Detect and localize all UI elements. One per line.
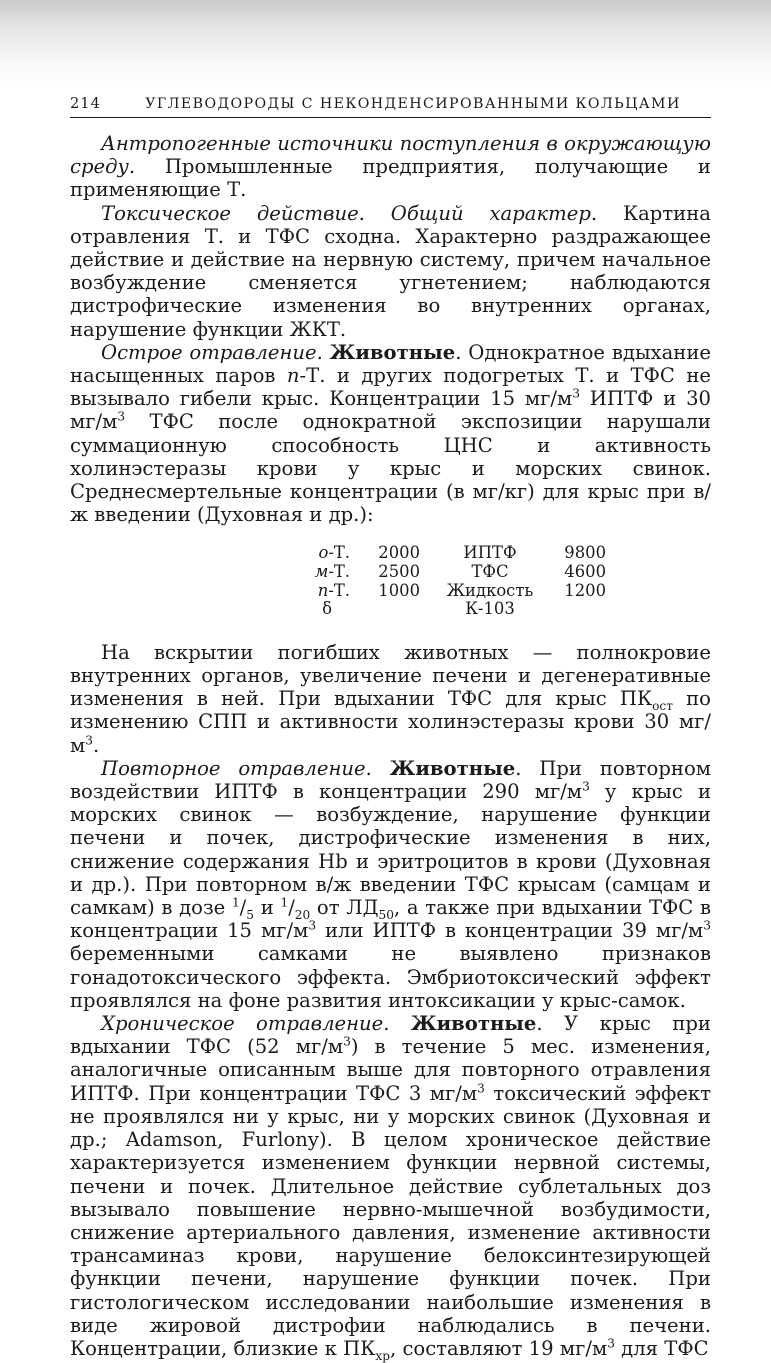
text-fragment: . При повторном воздействии ИПТФ в концентрации 290 мг/м (70, 756, 711, 804)
text-fragment: -Т. и других подогретых Т. и ТФС не вызывало гибели крыс. Концентрации 15 мг/м (70, 364, 711, 411)
text-fragment: и (254, 896, 281, 920)
text-fragment: от ЛД (310, 896, 379, 920)
fraction-numerator: 1 (231, 895, 240, 910)
superscript: 3 (117, 409, 126, 424)
superscript: 3 (308, 918, 317, 933)
superscript: 3 (607, 1336, 615, 1351)
table-cell-substance: δ (322, 599, 332, 619)
table-cell-value: 1000 (378, 580, 420, 600)
superscript: 3 (477, 1081, 485, 1096)
paragraph-text: Промышленные предприятия, получающие и применяющие Т. (70, 155, 711, 202)
superscript: 3 (572, 386, 580, 401)
text-fragment: у крыс и морских свинок — возбуждение, нарушение функции печени и почек, дистрофические изменения в них, снижение содержания Hb и эритроцитов в крови (Духовная и др.). При повторном в/ж введении ТФС крысам (самцам и самкам) в дозе (70, 780, 711, 920)
fraction-denominator: 5 (246, 907, 255, 922)
text-fragment: ИПТФ и 30 мг/м (70, 387, 711, 434)
text-fragment: . Однократное вдыхание насыщенных паров (70, 340, 711, 388)
section-heading: Острое отравление. (101, 340, 323, 364)
text-fragment: или ИПТФ в концентрации 39 мг/м (316, 919, 704, 943)
table-cell-value: 1200 (564, 580, 606, 600)
text-fragment: . У крыс при вдыхании ТФС (52 мг/м (70, 1012, 711, 1059)
page-number: 214 (70, 95, 101, 112)
table-cell-value (350, 600, 420, 619)
paragraph-sources (70, 132, 711, 202)
superscript: 3 (703, 918, 711, 933)
fraction-numerator: 1 (280, 895, 289, 910)
subscript: ост (652, 699, 673, 714)
table-cell-value: 2000 (378, 543, 420, 563)
text-fragment: На вскрытии погибших животных — полнокровие внутренних органов, увеличение печени и дегенеративные изменения в ней. При вдыхании ТФС для крыс ПК (70, 640, 711, 711)
section-heading: Повторное отравление. (101, 756, 372, 780)
section-heading: Хроническое отравление. (101, 1012, 390, 1036)
table-cell-substance: м-Т. (314, 562, 350, 582)
table-row (258, 600, 606, 619)
text-fragment: ТФС после однократной экспозиции нарушали суммационную способность ЦНС и активность холинэстеразы крови у крыс и морских свинок. Среднесмертельные концентрации (в мг/кг) для крыс при в/ж введении (Духовная и др.): (70, 410, 711, 527)
text-fragment: , составляют 19 мг/м (389, 1336, 608, 1360)
text-fragment: . (92, 733, 100, 757)
paragraph-repeated-poisoning: Повторное отравление. Животные. При повторном воздействии ИПТФ в концентрации 290 $мг/м^3$ у крыс и морских свинок — возбуждение, нарушение функции печени и почек, дистрофические изменения в них, снижение содержания Hb и эритроцитов в крови (Духовная и др.). При повторном в/ж введении ТФС крысам (самцам и самкам) в дозе $^1/_5$ и $^1/_{20}$ от $ЛД_{50}$, а также при вдыхании ТФС в концентрации 15 $мг/м^3$ или ИПТФ в концентрации 39 $мг/м^3$ беременными самками не выявлено признаков гонадотоксического эффекта. Эмбриотоксический эффект проявлялся на фоне развития интоксикации у крыс-самок. (70, 756, 711, 1012)
fraction-denominator: 20 (294, 907, 311, 922)
table-cell-value: 4600 (564, 562, 606, 582)
subject-label: Животные (410, 1012, 537, 1036)
text-fragment: для ТФС (614, 1336, 709, 1360)
body-text (70, 132, 711, 1363)
table-row (258, 563, 606, 582)
running-header (70, 95, 711, 118)
running-title: УГЛЕВОДОРОДЫ С НЕКОНДЕНСИРОВАННЫМИ КОЛЬЦАМИ (145, 96, 681, 112)
paragraph-text: Картина отравления Т. и ТФС сходна. Характерно раздражающее действие и действие на нервную систему, причем начальное возбуждение сменяется угнетением; наблюдаются дистрофические изменения во внутренних органах, нарушение функции ЖКТ. (70, 201, 711, 341)
table-cell-substance: ТФС (471, 562, 509, 582)
text-fragment: по изменению СПП и активности холинэстеразы крови 30 мг/м (70, 687, 711, 757)
book-page (70, 95, 711, 1363)
paragraph-acute-poisoning (70, 341, 711, 527)
subscript: 50 (378, 907, 394, 922)
lethal-dose-table (258, 544, 606, 618)
table-cell-substance: о-Т. (318, 543, 350, 563)
section-heading: Токсическое действие. Общий характер. (101, 201, 598, 225)
superscript: 3 (343, 1034, 351, 1049)
scan-edge-shading (0, 0, 771, 90)
paragraph-toxic-action (70, 202, 711, 341)
table-row (258, 544, 606, 563)
text-fragment: токсический эффект не проявлялся ни у крыс, ни у морских свинок (Духовная и др.; Adamson, Furlony). В целом хроническое действие характеризуется изменением функции нервной системы, печени и почек. Длительное действие сублетальных доз вызывало повышение нервно-мышечной возбудимости, снижение артериального давления, изменение активности трансаминаз крови, нарушение белоксинтезирующей функции печени, нарушение функции почек. При гистологическом исследовании наибольшие изменения в виде жировой дистрофии наблюдались в печени. Концентрации, близкие к ПК (70, 1081, 711, 1360)
superscript: 3 (85, 733, 93, 748)
subject-label: Животные (389, 756, 516, 780)
isomer-prefix: n (286, 364, 300, 388)
table-cell-substance: ИПТФ (463, 543, 517, 563)
subscript: хр (375, 1348, 390, 1363)
table-cell-substance: п-Т. (317, 580, 350, 600)
superscript: 3 (582, 779, 590, 794)
subject-label: Животные (329, 340, 456, 364)
text-fragment: , а также при вдыхании ТФС в концентрации 15 мг/м (70, 896, 711, 943)
paragraph-autopsy (70, 641, 711, 757)
table-cell-substance: К-103 (465, 599, 515, 619)
section-heading: Антропогенные источники поступления в окружающую среду. (70, 132, 711, 179)
table-cell-substance: Жидкость (446, 580, 534, 600)
table-cell-value (560, 600, 606, 619)
text-fragment: ) в течение 5 мес. изменения, аналогичные описанным выше для повторного отравления ИПТФ. При концентрации ТФС 3 мг/м (70, 1035, 711, 1105)
table-cell-value: 2500 (378, 562, 420, 582)
paragraph-chronic-poisoning (70, 1012, 711, 1363)
text-fragment: беременными самками не выявлено признаков гонадотоксического эффекта. Эмбриотоксический эффект проявлялся на фоне развития интоксикации у крыс-самок. (70, 942, 711, 1012)
table-row (258, 582, 606, 601)
table-cell-value: 9800 (564, 543, 606, 563)
